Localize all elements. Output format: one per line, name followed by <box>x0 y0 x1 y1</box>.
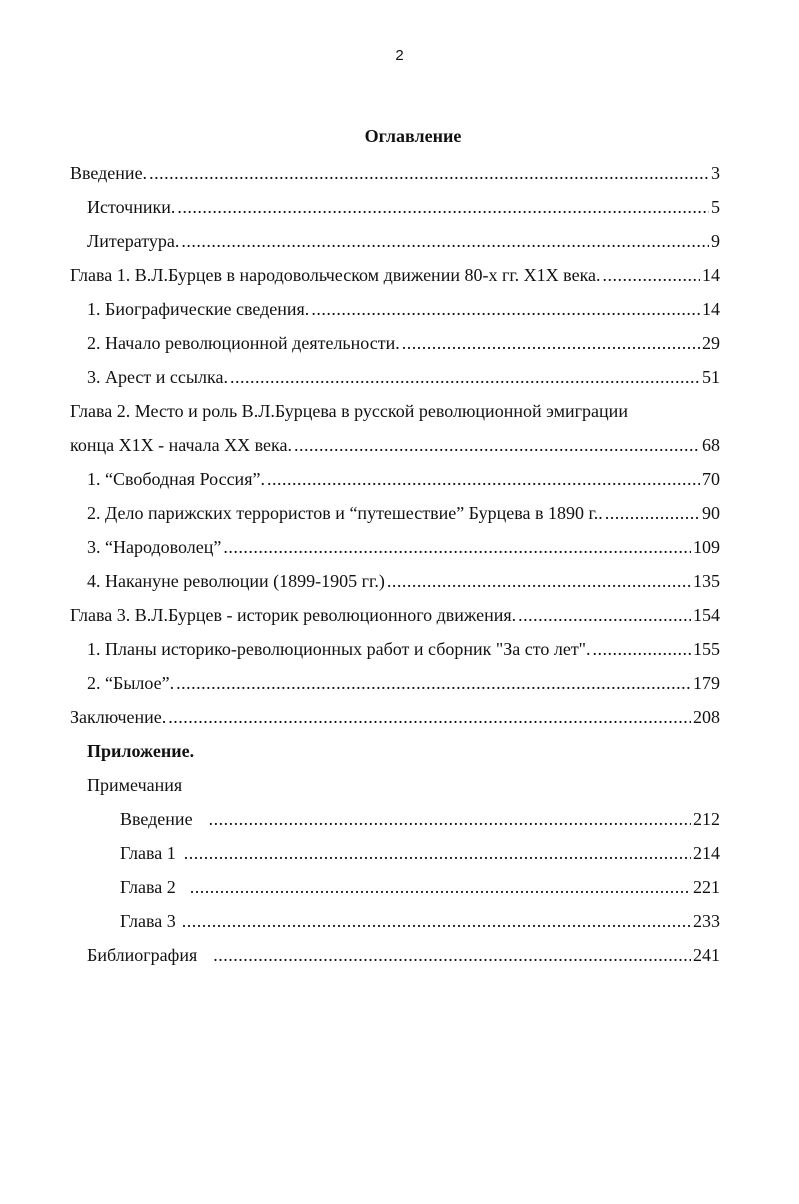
leader-dots <box>223 536 691 558</box>
toc-label: 1. “Свободная Россия”. <box>87 469 265 489</box>
toc-page: 212 <box>693 809 720 829</box>
leader-dots <box>230 366 700 388</box>
toc-entry-chapter-3 <box>70 604 720 626</box>
leader-dots <box>176 672 691 694</box>
toc-label: Заключение. <box>70 707 167 727</box>
toc-label: 4. Накануне революции (1899-1905 гг.) <box>87 571 385 591</box>
toc-label: Введение. <box>70 163 148 183</box>
toc-entry-1-2 <box>87 332 720 354</box>
toc-page: 233 <box>693 911 720 931</box>
page-title: Оглавление <box>364 126 462 146</box>
toc-label: 2. Дело парижских террористов и “путешествие” Бурцева в 1890 г.. <box>87 503 603 523</box>
toc-label: Введение <box>120 809 193 829</box>
toc-label: конца Х1Х - начала ХХ века. <box>70 435 292 455</box>
toc-entry-chapter-2-cont <box>70 434 720 456</box>
leader-dots <box>190 876 691 898</box>
leader-dots <box>518 604 691 626</box>
leader-dots <box>181 230 709 252</box>
toc-page: 109 <box>693 537 720 557</box>
toc-label: Глава 1. В.Л.Бурцев в народовольческом движении 80-х гг. Х1Х века. <box>70 265 601 285</box>
toc-label: Источники. <box>87 197 176 217</box>
toc-page: 3 <box>711 163 720 183</box>
toc-page: 135 <box>693 571 720 591</box>
toc-page: 51 <box>702 367 720 387</box>
leader-dots <box>184 842 691 864</box>
toc-page: 155 <box>693 639 720 659</box>
toc-entry-chapter-2 <box>70 400 722 422</box>
toc-page: 154 <box>693 605 720 625</box>
toc-entry-notes-chapter-1 <box>120 842 720 864</box>
toc-entry-bibliography <box>87 944 720 966</box>
toc-entry-2-3 <box>87 536 720 558</box>
toc-entry-sources <box>87 196 720 218</box>
toc-entry-notes-chapter-3 <box>120 910 720 932</box>
toc-entry-notes-introduction <box>120 808 720 830</box>
toc-entry-notes-chapter-2 <box>120 876 720 898</box>
leader-dots <box>603 264 700 286</box>
toc-label: Литература. <box>87 231 180 251</box>
toc-label: 2. Начало революционной деятельности. <box>87 333 400 353</box>
toc-label: Глава 3 <box>120 911 176 931</box>
toc-page: 241 <box>693 945 720 965</box>
toc-entry-2-4 <box>87 570 720 592</box>
toc-page: 29 <box>702 333 720 353</box>
toc-entry-introduction <box>70 162 720 184</box>
toc-entry-1-3 <box>87 366 720 388</box>
toc-page: 68 <box>702 435 720 455</box>
page-number: 2 <box>395 47 404 64</box>
toc-entry-3-2 <box>87 672 720 694</box>
toc-label: 3. “Народоволец” <box>87 537 222 557</box>
leader-dots <box>213 944 691 966</box>
toc-entry-2-2 <box>87 502 720 524</box>
toc-entry-3-1 <box>87 638 720 660</box>
toc-page: 208 <box>693 707 720 727</box>
leader-dots <box>177 196 709 218</box>
toc-entry-2-1 <box>87 468 720 490</box>
leader-dots <box>168 706 691 728</box>
leader-dots <box>182 910 691 932</box>
toc-entry-appendix <box>87 740 720 762</box>
toc-page: 214 <box>693 843 720 863</box>
toc-label: Глава 3. В.Л.Бурцев - историк революционного движения. <box>70 605 517 625</box>
toc-label: Глава 2. Место и роль В.Л.Бурцева в русской революционной эмиграции <box>70 401 628 421</box>
leader-dots <box>149 162 709 184</box>
toc-label: 1. Биографические сведения. <box>87 299 310 319</box>
toc-label: 2. “Былое”. <box>87 673 175 693</box>
leader-dots <box>294 434 700 456</box>
toc-page: 221 <box>693 877 720 897</box>
toc-entry-chapter-1 <box>70 264 720 286</box>
toc-entry-literature <box>87 230 720 252</box>
leader-dots <box>605 502 700 524</box>
toc-page: 179 <box>693 673 720 693</box>
leader-dots <box>387 570 691 592</box>
toc-page: 14 <box>702 299 720 319</box>
toc-label: Приложение. <box>87 741 195 761</box>
toc-page: 14 <box>702 265 720 285</box>
toc-label: Глава 2 <box>120 877 176 897</box>
leader-dots <box>593 638 691 660</box>
toc-label: Библиография <box>87 945 198 965</box>
leader-dots <box>311 298 700 320</box>
toc-page: 70 <box>702 469 720 489</box>
toc-label: Примечания <box>87 775 183 795</box>
toc-page: 9 <box>711 231 720 251</box>
leader-dots <box>267 468 700 490</box>
toc-entry-conclusion <box>70 706 720 728</box>
leader-dots <box>402 332 700 354</box>
leader-dots <box>209 808 691 830</box>
toc-entry-notes <box>87 774 720 796</box>
toc-entry-1-1 <box>87 298 720 320</box>
toc-label: 1. Планы историко-революционных работ и сборник "За сто лет". <box>87 639 591 659</box>
toc-label: 3. Арест и ссылка. <box>87 367 228 387</box>
toc-page: 90 <box>702 503 720 523</box>
toc-label: Глава 1 <box>120 843 176 863</box>
toc-page: 5 <box>711 197 720 217</box>
